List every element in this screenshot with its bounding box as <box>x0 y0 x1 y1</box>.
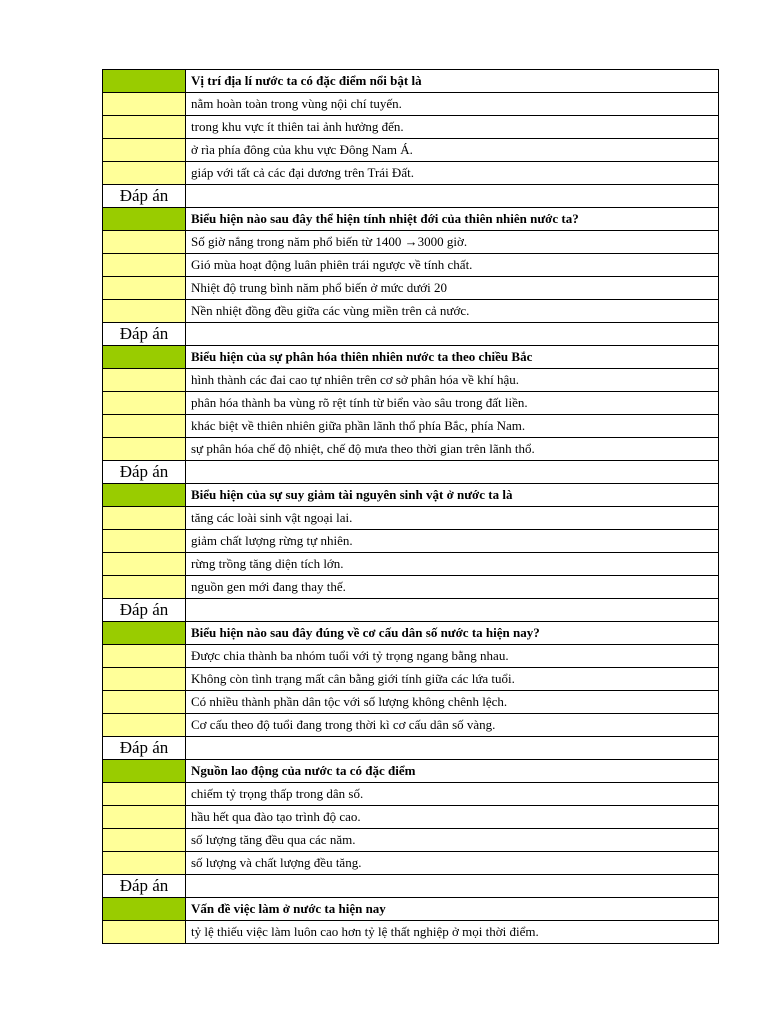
option-text: phân hóa thành ba vùng rõ rệt tính từ biển vào sâu trong đất liền. <box>186 392 719 415</box>
option-row <box>103 806 719 829</box>
option-marker-cell <box>103 806 186 829</box>
answer-label: Đáp án <box>103 737 186 760</box>
answer-label: Đáp án <box>103 323 186 346</box>
option-marker-cell <box>103 139 186 162</box>
option-text: ở rìa phía đông của khu vực Đông Nam Á. <box>186 139 719 162</box>
question-row <box>103 898 719 921</box>
answer-row <box>103 875 719 898</box>
question-text: Biểu hiện nào sau đây thể hiện tính nhiệt đới của thiên nhiên nước ta? <box>186 208 719 231</box>
question-marker-cell <box>103 760 186 783</box>
answer-value-cell <box>186 875 719 898</box>
answer-value-cell <box>186 599 719 622</box>
option-marker-cell <box>103 576 186 599</box>
option-row <box>103 852 719 875</box>
question-marker-cell <box>103 208 186 231</box>
option-text: hình thành các đai cao tự nhiên trên cơ sở phân hóa về khí hậu. <box>186 369 719 392</box>
option-marker-cell <box>103 369 186 392</box>
option-row <box>103 829 719 852</box>
question-text: Vị trí địa lí nước ta có đặc điểm nổi bật là <box>186 70 719 93</box>
option-text: số lượng tăng đều qua các năm. <box>186 829 719 852</box>
option-marker-cell <box>103 415 186 438</box>
option-row <box>103 553 719 576</box>
option-row <box>103 714 719 737</box>
option-row <box>103 691 719 714</box>
option-marker-cell <box>103 231 186 254</box>
question-text: Biểu hiện nào sau đây đúng về cơ cấu dân số nước ta hiện nay? <box>186 622 719 645</box>
question-text: Nguồn lao động của nước ta có đặc điểm <box>186 760 719 783</box>
option-text: Không còn tình trạng mất cân bằng giới tính giữa các lứa tuổi. <box>186 668 719 691</box>
answer-value-cell <box>186 737 719 760</box>
option-text: tăng các loài sinh vật ngoại lai. <box>186 507 719 530</box>
answer-value-cell <box>186 323 719 346</box>
option-text: hầu hết qua đào tạo trình độ cao. <box>186 806 719 829</box>
option-marker-cell <box>103 162 186 185</box>
option-row <box>103 921 719 944</box>
option-text: Số giờ nắng trong năm phổ biến từ 1400 →3000 giờ. <box>186 231 719 254</box>
option-row <box>103 369 719 392</box>
question-marker-cell <box>103 484 186 507</box>
option-row <box>103 530 719 553</box>
answer-label: Đáp án <box>103 875 186 898</box>
option-text: chiếm tỷ trọng thấp trong dân số. <box>186 783 719 806</box>
option-text: Nền nhiệt đồng đều giữa các vùng miền trên cả nước. <box>186 300 719 323</box>
question-marker-cell <box>103 622 186 645</box>
answer-label: Đáp án <box>103 461 186 484</box>
option-marker-cell <box>103 921 186 944</box>
answer-value-cell <box>186 461 719 484</box>
option-marker-cell <box>103 714 186 737</box>
option-text: số lượng và chất lượng đều tăng. <box>186 852 719 875</box>
option-row <box>103 507 719 530</box>
question-marker-cell <box>103 346 186 369</box>
option-row <box>103 392 719 415</box>
option-text: rừng trồng tăng diện tích lớn. <box>186 553 719 576</box>
option-marker-cell <box>103 645 186 668</box>
question-row <box>103 484 719 507</box>
option-row <box>103 254 719 277</box>
option-marker-cell <box>103 507 186 530</box>
option-marker-cell <box>103 783 186 806</box>
question-row <box>103 208 719 231</box>
question-row <box>103 622 719 645</box>
option-text: Được chia thành ba nhóm tuổi với tỷ trọng ngang bằng nhau. <box>186 645 719 668</box>
option-row <box>103 300 719 323</box>
option-row <box>103 645 719 668</box>
answer-label: Đáp án <box>103 599 186 622</box>
option-marker-cell <box>103 116 186 139</box>
option-text: khác biệt về thiên nhiên giữa phần lãnh thổ phía Bắc, phía Nam. <box>186 415 719 438</box>
option-text: Cơ cấu theo độ tuổi đang trong thời kì cơ cấu dân số vàng. <box>186 714 719 737</box>
option-row <box>103 783 719 806</box>
answer-row <box>103 185 719 208</box>
option-row <box>103 231 719 254</box>
option-marker-cell <box>103 668 186 691</box>
quiz-body <box>103 70 719 944</box>
option-row <box>103 438 719 461</box>
question-text: Vấn đề việc làm ở nước ta hiện nay <box>186 898 719 921</box>
question-text: Biểu hiện của sự phân hóa thiên nhiên nước ta theo chiều Bắc <box>186 346 719 369</box>
answer-row <box>103 599 719 622</box>
option-text: trong khu vực ít thiên tai ảnh hưởng đến. <box>186 116 719 139</box>
option-text: giáp với tất cả các đại dương trên Trái Đất. <box>186 162 719 185</box>
answer-value-cell <box>186 185 719 208</box>
option-text: nguồn gen mới đang thay thế. <box>186 576 719 599</box>
option-text: Nhiệt độ trung bình năm phổ biến ở mức dưới 20 <box>186 277 719 300</box>
option-row <box>103 277 719 300</box>
question-text: Biểu hiện của sự suy giảm tài nguyên sinh vật ở nước ta là <box>186 484 719 507</box>
option-text: sự phân hóa chế độ nhiệt, chế độ mưa theo thời gian trên lãnh thổ. <box>186 438 719 461</box>
option-marker-cell <box>103 93 186 116</box>
option-text: Có nhiều thành phần dân tộc với số lượng không chênh lệch. <box>186 691 719 714</box>
option-marker-cell <box>103 300 186 323</box>
option-marker-cell <box>103 438 186 461</box>
option-marker-cell <box>103 392 186 415</box>
question-marker-cell <box>103 70 186 93</box>
answer-row <box>103 461 719 484</box>
option-text: tỷ lệ thiếu việc làm luôn cao hơn tỷ lệ thất nghiệp ở mọi thời điểm. <box>186 921 719 944</box>
option-text: nằm hoàn toàn trong vùng nội chí tuyến. <box>186 93 719 116</box>
answer-row <box>103 323 719 346</box>
option-row <box>103 576 719 599</box>
question-marker-cell <box>103 898 186 921</box>
option-marker-cell <box>103 691 186 714</box>
quiz-table <box>102 69 719 944</box>
option-row <box>103 668 719 691</box>
option-marker-cell <box>103 829 186 852</box>
option-row <box>103 116 719 139</box>
answer-label: Đáp án <box>103 185 186 208</box>
option-text: giảm chất lượng rừng tự nhiên. <box>186 530 719 553</box>
option-text: Gió mùa hoạt động luân phiên trái ngược về tính chất. <box>186 254 719 277</box>
question-row <box>103 70 719 93</box>
question-row <box>103 346 719 369</box>
option-marker-cell <box>103 530 186 553</box>
question-row <box>103 760 719 783</box>
option-marker-cell <box>103 553 186 576</box>
option-row <box>103 93 719 116</box>
option-marker-cell <box>103 852 186 875</box>
option-marker-cell <box>103 254 186 277</box>
option-row <box>103 162 719 185</box>
option-row <box>103 139 719 162</box>
answer-row <box>103 737 719 760</box>
option-row <box>103 415 719 438</box>
option-marker-cell <box>103 277 186 300</box>
